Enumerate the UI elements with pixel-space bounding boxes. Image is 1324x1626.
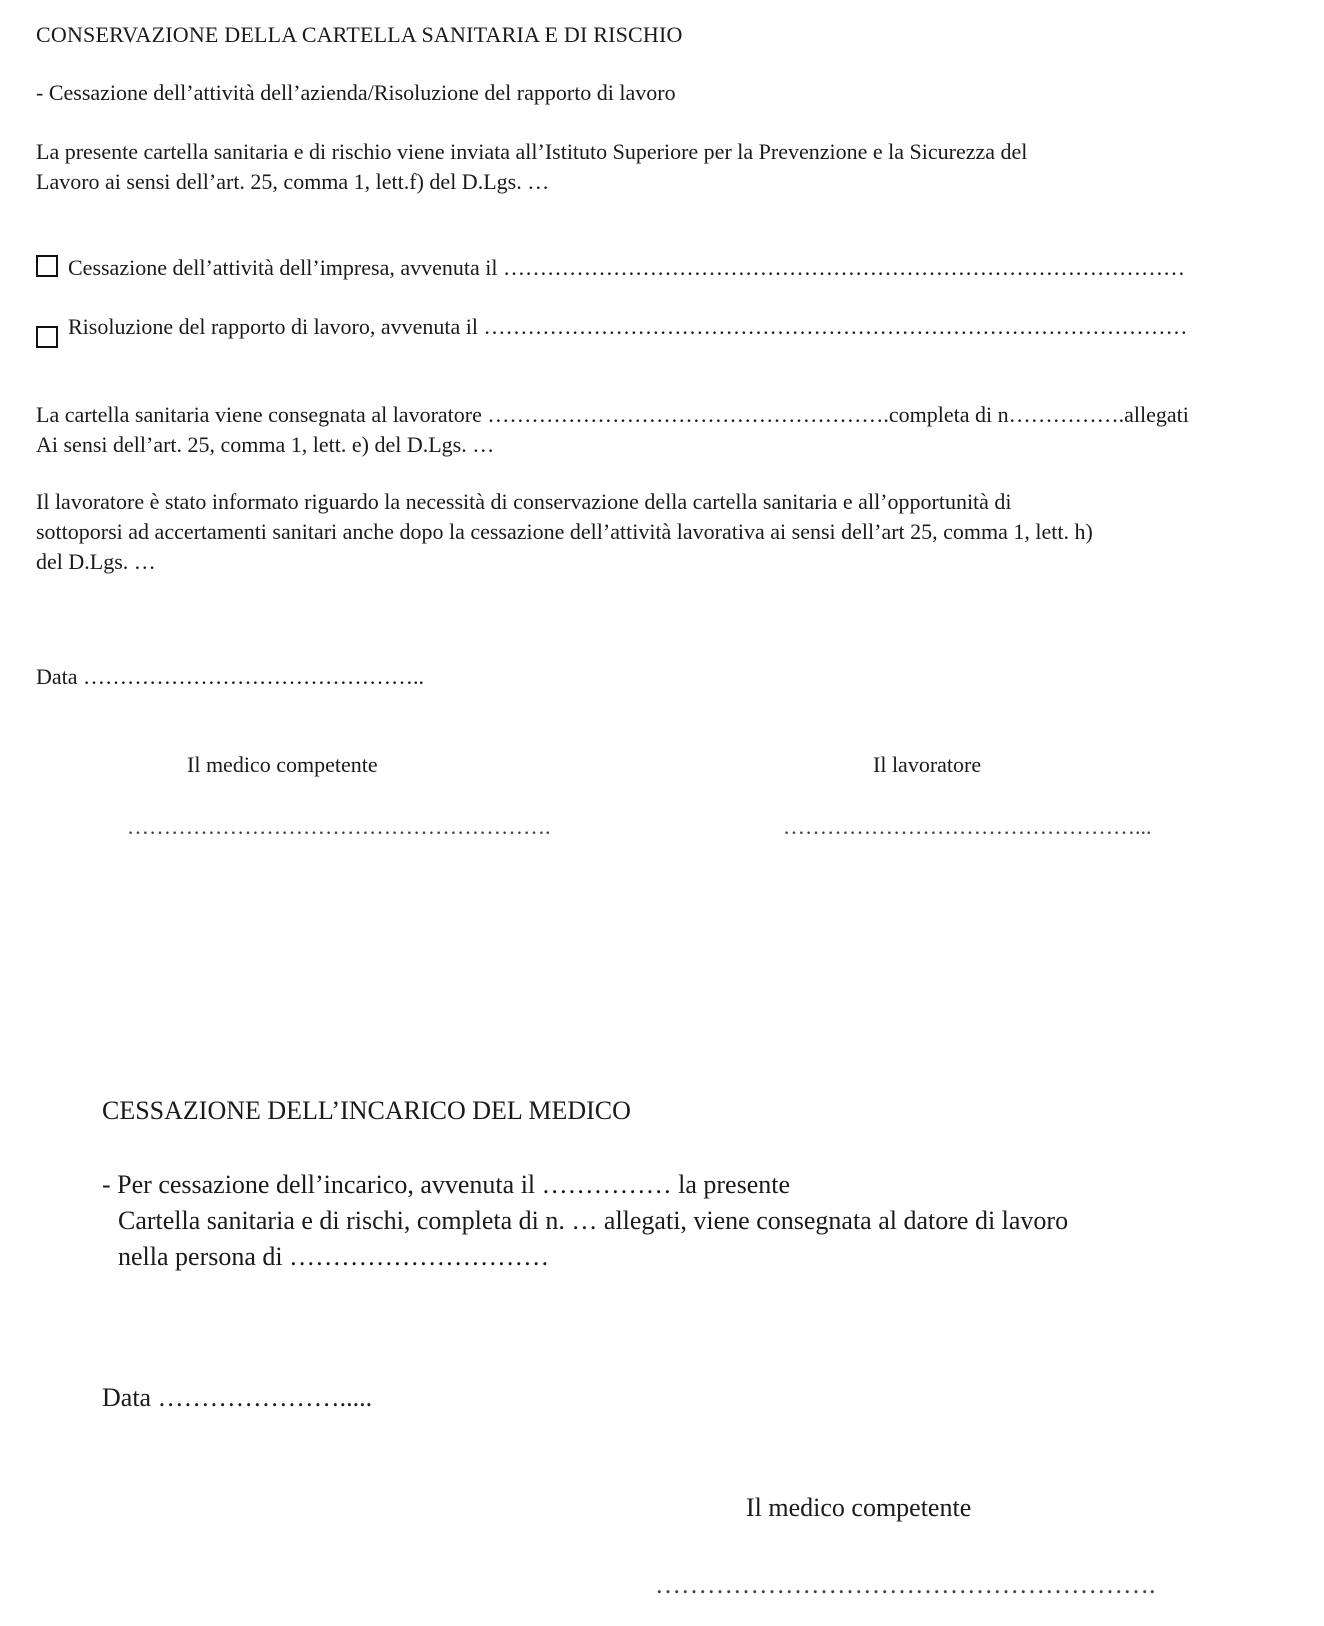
- signature-medico-line: ………………………………………………….: [127, 814, 551, 839]
- intro-line-2: Lavoro ai sensi dell’art. 25, comma 1, lett.f) del D.Lgs. …: [36, 169, 550, 194]
- risoluzione-rapporto-checkbox[interactable]: [36, 326, 58, 348]
- signature-lavoratore-line: …………………………………………...: [783, 814, 1152, 839]
- section2-signature-line: ………………………………………………….: [655, 1570, 1156, 1599]
- informato-line-1: Il lavoratore è stato informato riguardo la necessità di conservazione della cartella sanitaria e all’opportunità di: [36, 489, 1012, 514]
- section1-title: CONSERVAZIONE DELLA CARTELLA SANITARIA E DI RISCHIO: [36, 22, 683, 47]
- cessazione-impresa-checkbox[interactable]: [36, 255, 58, 277]
- informato-line-3: del D.Lgs. …: [36, 549, 156, 574]
- signature-lavoratore-label: Il lavoratore: [873, 752, 982, 777]
- section2-line-1: - Per cessazione dell’incarico, avvenuta il …………… la presente: [102, 1170, 791, 1199]
- section2-line-2: Cartella sanitaria e di rischi, completa di n. … allegati, viene consegnata al datore di lavoro: [118, 1206, 1069, 1235]
- consegna-line-1: La cartella sanitaria viene consegnata al lavoratore ……………………………………………….completa di n…………….allegati: [36, 402, 1189, 427]
- informato-line-2: sottoporsi ad accertamenti sanitari anche dopo la cessazione dell’attività lavorativa ai sensi dell’art 25, comma 1, lett. h): [36, 519, 1093, 544]
- section2-line-3: nella persona di …………………………: [118, 1242, 550, 1271]
- option-risoluzione-rapporto: Risoluzione del rapporto di lavoro, avvenuta il ……………………………………………………………………………………: [68, 314, 1188, 339]
- section1-date: Data ………………………………………..: [36, 664, 425, 689]
- intro-line-1: La presente cartella sanitaria e di rischio viene inviata all’Istituto Superiore per la Prevenzione e la Sicurezza del: [36, 139, 1028, 164]
- option-cessazione-impresa: Cessazione dell’attività dell’impresa, avvenuta il …………………………………………………………………………………: [68, 255, 1185, 280]
- signature-medico-label: Il medico competente: [187, 752, 378, 777]
- consegna-line-2: Ai sensi dell’art. 25, comma 1, lett. e) del D.Lgs. …: [36, 432, 495, 457]
- section2-signature-label: Il medico competente: [746, 1493, 972, 1522]
- section1-subtitle: - Cessazione dell’attività dell’azienda/Risoluzione del rapporto di lavoro: [36, 80, 676, 105]
- section2-date: Data ………………….....: [102, 1383, 373, 1412]
- section2-title: CESSAZIONE DELL’INCARICO DEL MEDICO: [102, 1096, 631, 1125]
